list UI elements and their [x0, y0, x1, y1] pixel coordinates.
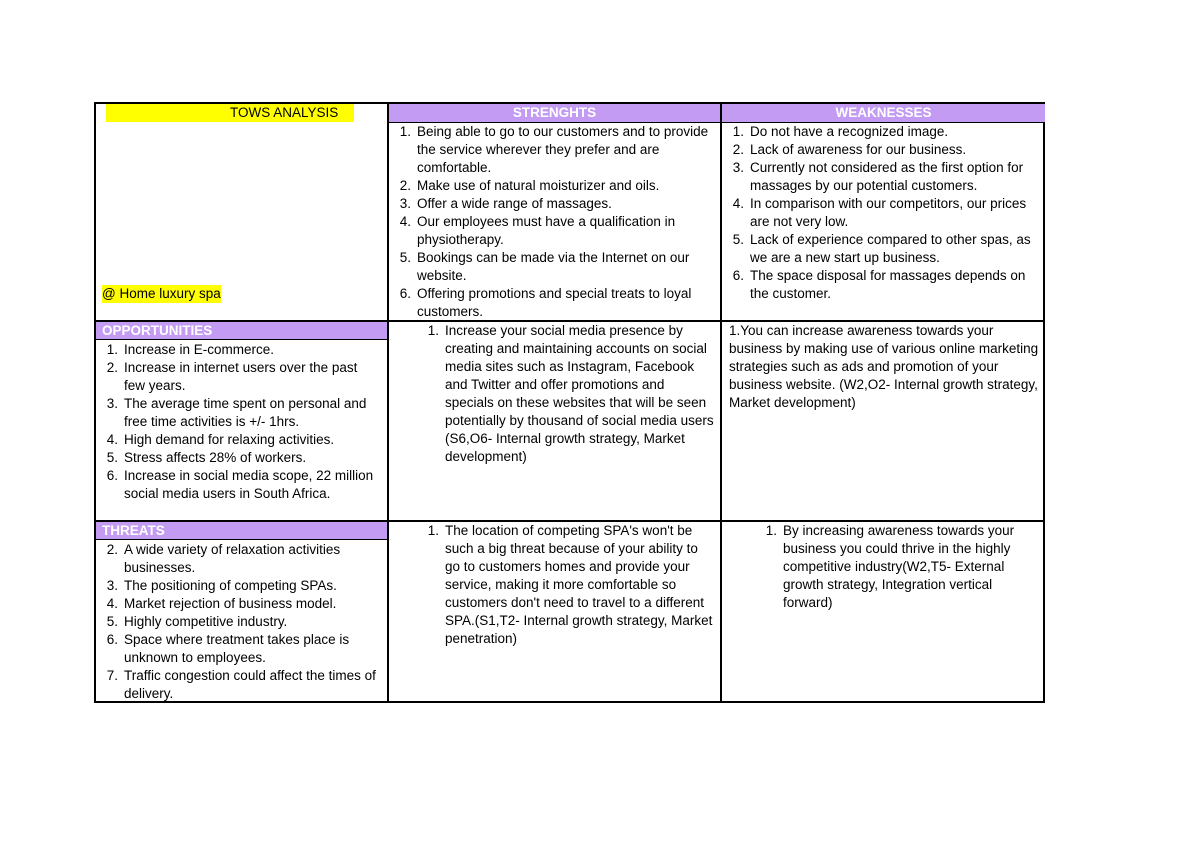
wt-strategy-text: By increasing awareness towards your business you could thrive in the highly competitive industry(W2,T5- External growth strategy, Integration vertical forward)	[783, 523, 1015, 610]
list-text: Increase in internet users over the past few years.	[124, 360, 358, 393]
list-text: In comparison with our competitors, our prices are not very low.	[750, 196, 1027, 229]
list-text: Traffic congestion could affect the times of delivery.	[124, 668, 376, 701]
list-item	[96, 667, 382, 701]
list-item	[722, 159, 1042, 195]
list-item	[389, 177, 715, 195]
tows-title: TOWS ANALYSIS	[106, 104, 354, 122]
list-number: 3.	[732, 160, 744, 175]
list-item	[389, 285, 715, 320]
list-item	[96, 467, 382, 503]
list-number: 1.	[427, 323, 439, 338]
weaknesses-header: WEAKNESSES	[722, 104, 1045, 122]
list-text: The positioning of competing SPAs.	[124, 578, 337, 593]
list-text: Lack of awareness for our business.	[750, 142, 967, 157]
wt-strategy-cell	[722, 522, 1042, 702]
list-item	[389, 249, 715, 285]
list-number: 1.	[399, 124, 411, 139]
so-strategy-cell	[389, 322, 715, 520]
list-number: 6.	[106, 468, 118, 483]
list-number: 1.	[427, 523, 439, 538]
corner-cell	[102, 104, 387, 320]
list-number: 7.	[106, 668, 118, 683]
list-number: 6.	[732, 268, 744, 283]
list-text: Increase in E-commerce.	[124, 342, 275, 357]
list-number: 1.	[732, 124, 744, 139]
strengths-cell	[389, 123, 715, 320]
list-number: 3.	[106, 578, 118, 593]
list-item	[722, 231, 1042, 267]
list-item	[722, 123, 1042, 141]
list-text: High demand for relaxing activities.	[124, 432, 335, 447]
list-item	[389, 195, 715, 213]
list-item	[96, 595, 382, 613]
list-text: Space where treatment takes place is unknown to employees.	[124, 632, 350, 665]
list-text: Our employees must have a qualification in physiotherapy.	[417, 214, 676, 247]
weaknesses-list	[722, 123, 1042, 303]
list-text: Do not have a recognized image.	[750, 124, 949, 139]
list-number: 3.	[399, 196, 411, 211]
list-number: 2.	[732, 142, 744, 157]
st-strategy-cell	[389, 522, 715, 702]
list-item	[96, 431, 382, 449]
list-item	[722, 267, 1042, 303]
so-strategy-text: Increase your social media presence by creating and maintaining accounts on social media sites such as Instagram, Facebook and Twitter and offer promotions and specials on these websites that will be seen potentially by thousand of social media users (S6,O6- Internal growth strategy, Market development)	[445, 323, 714, 464]
list-number: 6.	[106, 632, 118, 647]
list-number: 5.	[106, 614, 118, 629]
wt-strategy-item	[755, 522, 1042, 612]
list-text: The average time spent on personal and free time activities is +/- 1hrs.	[124, 396, 367, 429]
list-item	[96, 577, 382, 595]
list-number: 2.	[106, 542, 118, 557]
list-number: 5.	[106, 450, 118, 465]
list-text: Being able to go to our customers and to provide the service wherever they prefer and are comfortable.	[417, 124, 709, 175]
list-text: Offering promotions and special treats to loyal customers.	[417, 286, 692, 319]
list-number: 4.	[106, 596, 118, 611]
wo-strategy-text: 1.You can increase awareness towards your business by making use of various online marketing strategies such as ads and promotion of your business website. (W2,O2- Internal growth strategy, Market development)	[729, 323, 1039, 410]
list-item	[722, 195, 1042, 231]
list-item	[96, 395, 382, 431]
list-item	[389, 123, 715, 177]
list-item	[96, 541, 382, 577]
weaknesses-cell	[722, 123, 1042, 320]
list-number: 5.	[732, 232, 744, 247]
list-item	[96, 359, 382, 395]
threats-header: THREATS	[96, 522, 387, 540]
list-number: 6.	[399, 286, 411, 301]
list-text: Highly competitive industry.	[124, 614, 288, 629]
list-text: Bookings can be made via the Internet on our website.	[417, 250, 690, 283]
strengths-list	[389, 123, 715, 320]
threats-list	[96, 541, 382, 701]
opportunities-header: OPPORTUNITIES	[96, 322, 387, 340]
opportunities-cell	[96, 341, 382, 520]
list-item	[96, 449, 382, 467]
list-item	[96, 631, 382, 667]
wo-strategy-cell	[729, 322, 1043, 520]
list-text: Lack of experience compared to other spas, as we are a new start up business.	[750, 232, 1031, 265]
list-number: 4.	[732, 196, 744, 211]
tows-table	[94, 102, 1045, 703]
so-strategy-item	[417, 322, 715, 466]
list-number: 5.	[399, 250, 411, 265]
list-number: 4.	[399, 214, 411, 229]
threats-cell	[96, 541, 382, 701]
list-text: Market rejection of business model.	[124, 596, 337, 611]
list-number: 4.	[106, 432, 118, 447]
strengths-header: STRENGHTS	[389, 104, 720, 122]
list-number: 1.	[765, 523, 777, 538]
list-text: Offer a wide range of massages.	[417, 196, 612, 211]
list-text: Currently not considered as the first option for massages by our potential customers.	[750, 160, 1024, 193]
list-number: 3.	[106, 396, 118, 411]
st-strategy-text: The location of competing SPA's won't be such a big threat because of your ability to go to customers homes and provide your service, making it more comfortable so customers don't need to travel to a different SPA.(S1,T2- Internal growth strategy, Market penetration)	[445, 523, 713, 646]
st-strategy-item	[417, 522, 715, 648]
list-text: The space disposal for massages depends on the customer.	[750, 268, 1026, 301]
list-text: Increase in social media scope, 22 million social media users in South Africa.	[124, 468, 374, 501]
list-text: Make use of natural moisturizer and oils.	[417, 178, 660, 193]
list-item	[722, 141, 1042, 159]
list-number: 2.	[399, 178, 411, 193]
opportunities-list	[96, 341, 382, 503]
list-number: 2.	[106, 360, 118, 375]
company-name: @ Home luxury spa	[102, 286, 221, 301]
list-number: 1.	[106, 342, 118, 357]
list-text: A wide variety of relaxation activities businesses.	[124, 542, 341, 575]
list-text: Stress affects 28% of workers.	[124, 450, 307, 465]
list-item	[96, 341, 382, 359]
list-item	[389, 213, 715, 249]
list-item	[96, 613, 382, 631]
